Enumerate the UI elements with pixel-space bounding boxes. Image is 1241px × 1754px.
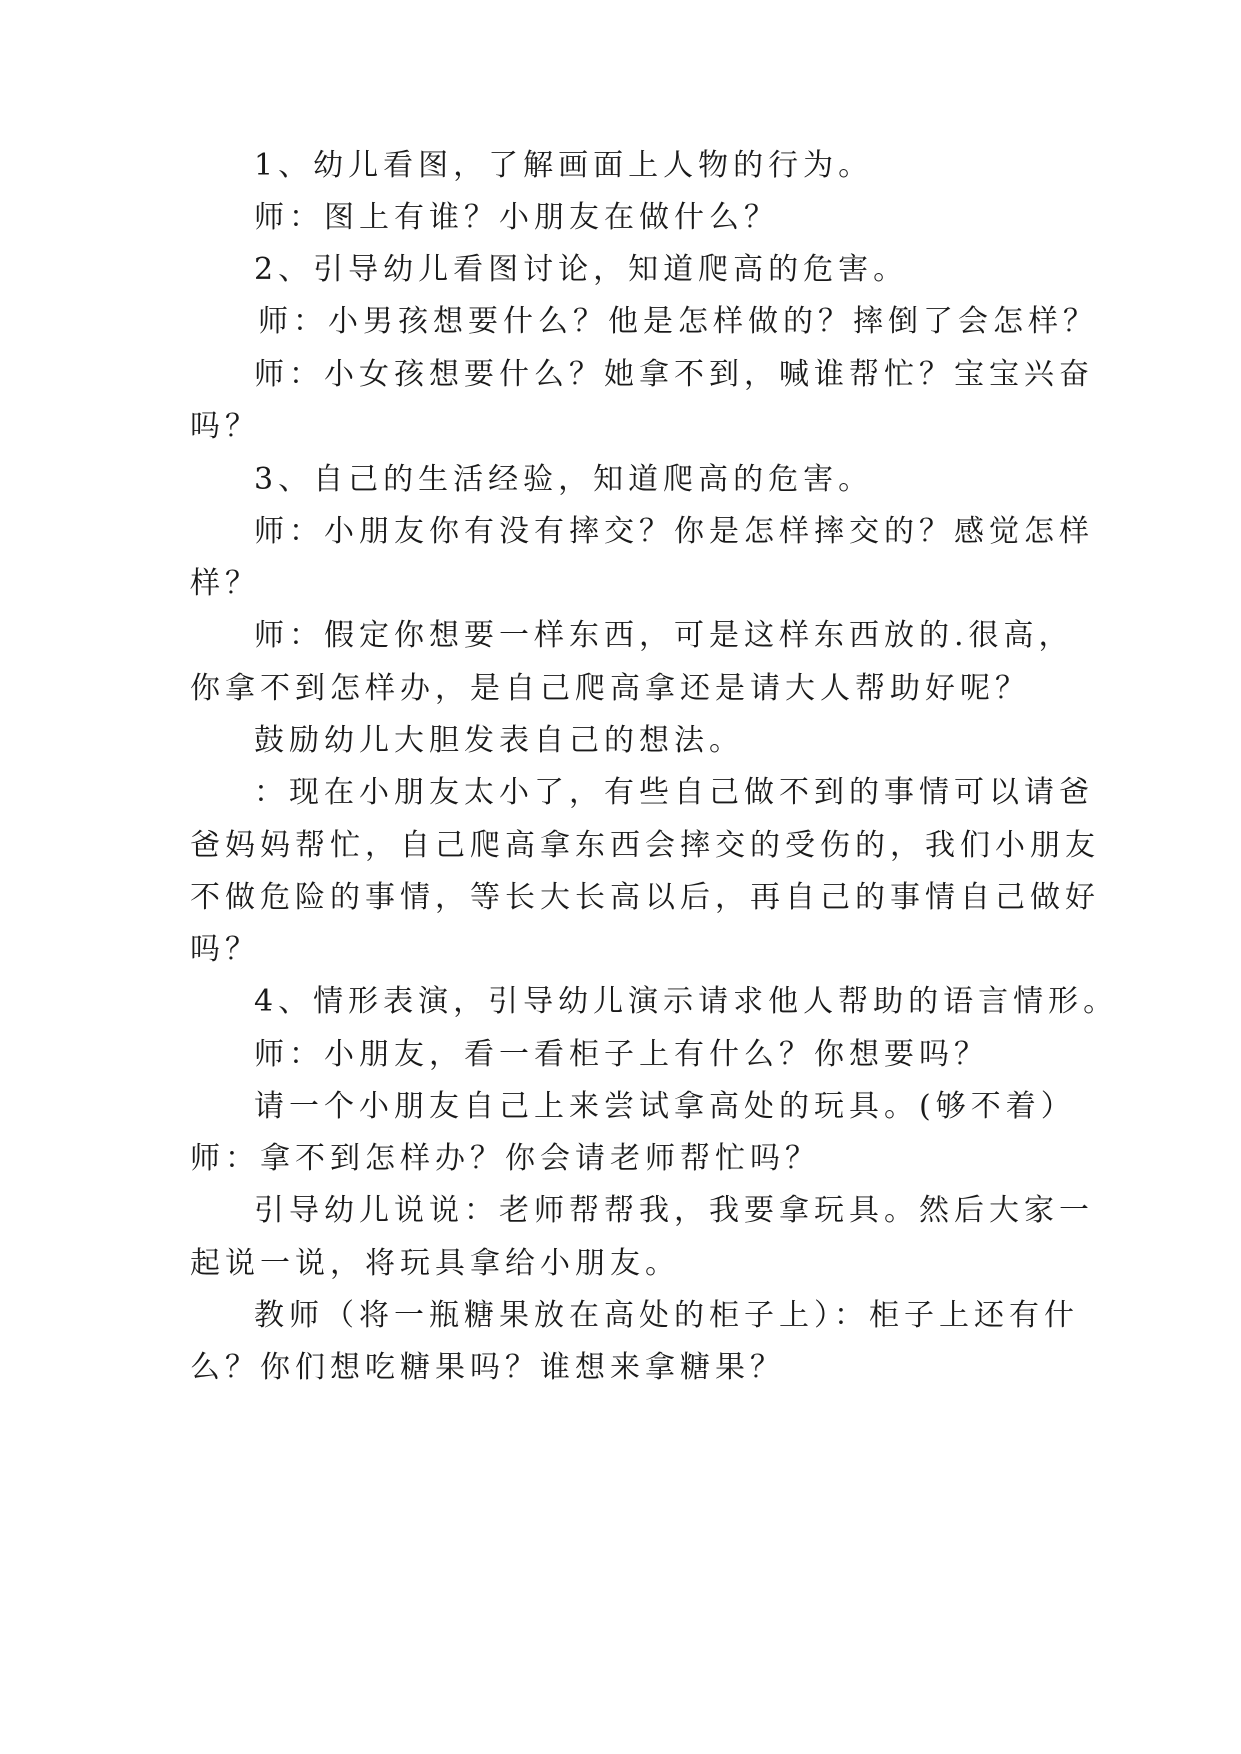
paragraph-line: 请一个小朋友自己上来尝试拿高处的玩具。(够不着） — [254, 1089, 1076, 1124]
paragraph-line: 师：小朋友你有没有摔交？你是怎样摔交的？感觉怎样 — [254, 514, 1094, 549]
paragraph-line: 鼓励幼儿大胆发表自己的想法。 — [254, 723, 744, 758]
paragraph-line: 师：小朋友，看一看柜子上有什么？你想要吗？ — [254, 1037, 989, 1072]
step-1-heading: 1、幼儿看图，了解画面上人物的行为。 — [254, 148, 874, 183]
paragraph-line: 师：小女孩想要什么？她拿不到，喊谁帮忙？宝宝兴奋 — [254, 357, 1094, 392]
paragraph-line: 师：图上有谁？小朋友在做什么？ — [254, 200, 779, 235]
paragraph-line: 起说一说，将玩具拿给小朋友。 — [190, 1246, 680, 1281]
paragraph-line: 师：拿不到怎样办？你会请老师帮忙吗？ — [190, 1141, 820, 1176]
step-4-heading: 4、情形表演，引导幼儿演示请求他人帮助的语言情形。 — [254, 984, 1119, 1019]
paragraph-line: 你拿不到怎样办，是自己爬高拿还是请大人帮助好呢？ — [190, 671, 1030, 706]
paragraph-line: 教师（将一瓶糖果放在高处的柜子上）：柜子上还有什 — [254, 1298, 1079, 1333]
paragraph-line: 不做危险的事情，等长大长高以后，再自己的事情自己做好 — [190, 880, 1100, 915]
paragraph-line: 师：假定你想要一样东西，可是这样东西放的.很高， — [254, 618, 1074, 653]
paragraph-line: 师：小男孩想要什么？他是怎样做的？摔倒了会怎样？ — [258, 304, 1098, 339]
paragraph-line: 样？ — [190, 566, 260, 601]
paragraph-line: 吗？ — [190, 932, 260, 967]
paragraph-line: 吗？ — [190, 409, 260, 444]
paragraph-line: 么？你们想吃糖果吗？谁想来拿糖果？ — [190, 1350, 785, 1385]
paragraph-line: 爸妈妈帮忙，自己爬高拿东西会摔交的受伤的，我们小朋友 — [190, 828, 1100, 863]
step-2-heading: 2、引导幼儿看图讨论，知道爬高的危害。 — [254, 252, 909, 287]
step-3-heading: 3、自己的生活经验，知道爬高的危害。 — [254, 462, 874, 497]
paragraph-line: ：现在小朋友太小了，有些自己做不到的事情可以请爸 — [254, 775, 1094, 810]
paragraph-line: 引导幼儿说说：老师帮帮我，我要拿玩具。然后大家一 — [254, 1193, 1094, 1228]
